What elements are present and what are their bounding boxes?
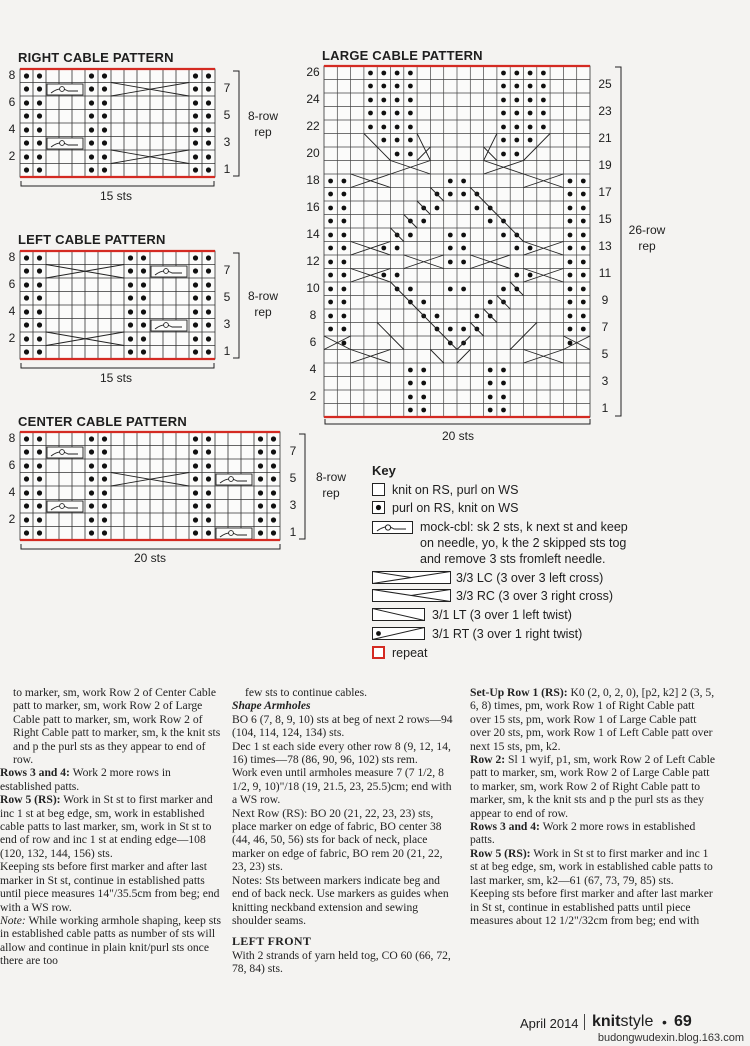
brand-logo (592, 1013, 653, 1031)
row-label: 5 (601, 347, 609, 361)
row-label: 14 (306, 227, 320, 241)
repeat-label-line: 8-row (247, 109, 278, 123)
row-label: 2 (8, 149, 16, 163)
paragraph-heading: Row 5 (RS): (470, 846, 531, 860)
brand-logo-part: knit (592, 1013, 621, 1030)
key-purl-label: purl on RS, knit on WS (392, 501, 519, 515)
row-label: 21 (598, 131, 612, 145)
row-label: 8 (8, 68, 16, 82)
key-mock-cable-label: and remove 3 sts fromleft needle. (420, 552, 606, 566)
paragraph-heading: Rows 3 and 4: (470, 820, 540, 834)
row-label: 8 (309, 308, 317, 322)
key-left-twist-label: 3/1 LT (3 over 1 left twist) (432, 608, 572, 622)
row-label: 24 (306, 92, 320, 106)
row-label: 6 (309, 335, 317, 349)
paragraph-text: Work 2 more rows in established patts. (470, 820, 696, 847)
repeat-label-line: 8-row (247, 289, 278, 303)
paragraph: Next Row (RS): BO 20 (21, 22, 23, 23) sts, place marker on edge of fabric, BO center 38 (44, 46, 50, 56) sts for back of neck, place marker on edge of fabric, BO rem 20 (21, 22, 23, 23) sts. (232, 806, 443, 874)
left-cable-width-bracket (20, 362, 216, 370)
row-label: 6 (8, 458, 16, 472)
row-label: 20 (306, 146, 320, 160)
repeat-label-line: rep (254, 305, 272, 319)
subheading: Shape Armholes (232, 699, 311, 713)
instructions-column-1 (0, 686, 222, 968)
row-label: 1 (601, 401, 609, 415)
row-label: 7 (289, 444, 297, 458)
key-left-cross-label: 3/3 LC (3 over 3 left cross) (456, 571, 604, 585)
right-cable-repeat-label (240, 108, 286, 140)
paragraph-text: Work in St st to first marker and inc 1 st at beg edge, sm, work in established cable patts to last marker, sm, k2—61 (67, 73, 79, 85) sts. (470, 846, 713, 887)
key-mock-cable-icon (372, 521, 416, 535)
paragraph-heading: Row 2: (470, 753, 506, 767)
row-label: 7 (223, 81, 231, 95)
right-cable-title: RIGHT CABLE PATTERN (18, 50, 174, 65)
row-label: 22 (306, 119, 320, 133)
left-cable-repeat-label (240, 288, 286, 320)
row-label: 1 (289, 525, 297, 539)
center-cable-width-label: 20 sts (134, 551, 167, 565)
center-cable-title: CENTER CABLE PATTERN (18, 414, 187, 429)
center-cable-repeat-bracket (298, 433, 308, 541)
right-cable-width-label: 15 sts (100, 189, 133, 203)
paragraph-heading: Row 5 (RS): (0, 793, 61, 807)
row-label: 3 (223, 135, 231, 149)
paragraph (0, 766, 222, 793)
key-repeat-label: repeat (392, 646, 428, 660)
row-label: 3 (223, 317, 231, 331)
paragraph-heading: Rows 3 and 4: (0, 766, 70, 780)
repeat-label-line: rep (322, 486, 340, 500)
center-cable-chart (20, 429, 285, 543)
large-cable-chart (324, 64, 594, 421)
large-cable-width-label: 20 sts (442, 429, 475, 443)
paragraph-text: K0 (2, 0, 2, 0), [p2, k2] 2 (3, 5, 6, 8) times, pm, work Row 1 of Right Cable patt over 15 sts, pm, work Row 1 of Large Cable patt over 20 sts, pm, work Row 1 of Left Cable patt over next 15 sts, pm, k2. (470, 686, 715, 753)
repeat-label-line: 26-row (628, 223, 666, 237)
row-label: 12 (306, 254, 320, 268)
row-label: 2 (309, 389, 317, 403)
row-label: 5 (289, 471, 297, 485)
left-cable-title: LEFT CABLE PATTERN (18, 232, 166, 247)
right-cable-chart (20, 66, 220, 180)
row-label: 3 (601, 374, 609, 388)
right-cable-width-bracket (20, 180, 216, 188)
row-label: 4 (8, 122, 16, 136)
section-heading: LEFT FRONT (232, 934, 312, 949)
paragraph-text: While working armhole shaping, keep sts in established cable patts as number of sts will allow and continue in plain knit/purl sts once there are too (0, 913, 221, 968)
paragraph: With 2 strands of yarn held tog, CO 60 (66, 72, 78, 84) sts. (232, 948, 451, 976)
row-label: 7 (223, 263, 231, 277)
key-left-twist-icon (372, 608, 428, 622)
row-label: 5 (223, 108, 231, 122)
row-label: 7 (601, 320, 609, 334)
key-repeat-icon (372, 646, 386, 660)
paragraph: Keeping sts before first marker and after last marker in St st, continue in established patts until piece measures 14"/35.5cm from beg; end with a WS row. (0, 860, 220, 914)
page-number: 69 (674, 1013, 692, 1030)
key-purl-swatch-icon (372, 501, 386, 515)
paragraph: few sts to continue cables. (245, 686, 368, 699)
row-label: 23 (598, 104, 612, 118)
row-label: 4 (309, 362, 317, 376)
instructions-column-3 (470, 686, 716, 927)
key-title: Key (372, 463, 396, 478)
key-mock-cable-label: on needle, yo, k the 2 skipped sts tog (420, 536, 627, 550)
paragraph: Work even until armholes measure 7 (7 1/2, 8 1/2, 9, 10)"/18 (19, 21.5, 23, 25.5)cm; end with a WS row. (232, 766, 452, 807)
row-label: 4 (8, 304, 16, 318)
center-cable-width-bracket (20, 543, 282, 551)
key-left-cross-icon (372, 571, 452, 585)
repeat-label-line: 8-row (315, 470, 346, 484)
paragraph-text: Work 2 more rows in established patts. (0, 766, 171, 793)
key-knit-swatch-icon (372, 483, 386, 497)
repeat-label-line: rep (254, 125, 272, 139)
row-label: 26 (306, 65, 320, 79)
row-label: 15 (598, 212, 612, 226)
key-right-cross-label: 3/3 RC (3 over 3 right cross) (456, 589, 613, 603)
footer-bullet: • (662, 1014, 667, 1030)
row-label: 9 (601, 293, 609, 307)
row-label: 8 (8, 250, 16, 264)
row-label: 11 (598, 266, 612, 280)
large-cable-title: LARGE CABLE PATTERN (322, 48, 483, 63)
paragraph (470, 753, 716, 820)
key-knit-label: knit on RS, purl on WS (392, 483, 519, 497)
large-cable-width-bracket (324, 418, 592, 426)
row-label: 19 (598, 158, 612, 172)
footer-divider (584, 1014, 585, 1030)
row-label: 2 (8, 512, 16, 526)
row-label: 6 (8, 277, 16, 291)
key-right-cross-icon (372, 589, 452, 603)
left-cable-chart (20, 248, 220, 362)
row-label: 5 (223, 290, 231, 304)
paragraph: Dec 1 st each side every other row 8 (9, 12, 14, 16) times—78 (86, 90, 96, 102) sts rem. (232, 739, 451, 767)
row-label: 17 (598, 185, 612, 199)
paragraph-heading: Note: (0, 913, 26, 927)
paragraph: Keeping sts before first marker and after last marker in St st, continue in established patts until piece measures about 12 1/2"/32cm from beg; end with (470, 887, 713, 927)
paragraph: BO 6 (7, 8, 9, 10) sts at beg of next 2 rows—94 (104, 114, 124, 134) sts. (232, 712, 453, 740)
row-label: 25 (598, 77, 612, 91)
row-label: 13 (598, 239, 612, 253)
row-label: 2 (8, 331, 16, 345)
row-label: 6 (8, 95, 16, 109)
paragraph: Notes: Sts between markers indicate beg and end of back neck. Use markers as guides when knitting neckband extension and sewing shoulder seams. (232, 873, 449, 927)
center-cable-repeat-label (308, 469, 354, 501)
large-cable-repeat-label (622, 222, 672, 254)
paragraph (0, 914, 222, 968)
row-label: 10 (306, 281, 320, 295)
issue-date: April 2014 (520, 1016, 579, 1031)
paragraph (470, 686, 716, 753)
repeat-label-line: rep (638, 239, 656, 253)
row-label: 1 (223, 344, 231, 358)
left-cable-width-label: 15 sts (100, 371, 133, 385)
paragraph-text: Work in St st to first marker and inc 1 st at beg edge, sm, work in established cable patts to last marker, sm, work in St st to end of row and inc 1 st at ending edge—108 (120, 132, 144, 156) sts. (0, 793, 213, 860)
key-mock-cable-label: mock-cbl: sk 2 sts, k next st and keep (420, 520, 628, 534)
row-label: 16 (306, 200, 320, 214)
paragraph (0, 793, 222, 860)
row-label: 3 (289, 498, 297, 512)
instructions-column-2 (232, 686, 458, 976)
paragraph-heading: Set-Up Row 1 (RS): (470, 686, 568, 699)
paragraph (470, 820, 716, 847)
paragraph-text: Sl 1 wyif, p1, sm, work Row 2 of Left Cable patt to marker, sm, work Row 2 of Large Cable patt to marker, sm, work Row 2 of Right Cable patt to marker, sm, k the knit sts and p the purl sts as they appear to end of row. (470, 753, 716, 820)
paragraph (470, 847, 716, 887)
watermark-url: budongwudexin.blog.163.com (597, 1032, 744, 1044)
row-label: 4 (8, 485, 16, 499)
brand-logo-part: style (620, 1013, 654, 1030)
row-label: 8 (8, 431, 16, 445)
row-label: 1 (223, 162, 231, 176)
row-label: 18 (306, 173, 320, 187)
key-right-twist-icon (372, 627, 428, 641)
paragraph: to marker, sm, work Row 2 of Center Cable patt to marker, sm, work Row 2 of Large Cable patt to marker, sm, work Row 2 of Right Cable patt to marker, sm, k the knit sts and p the purl sts as they appear to end of row. (13, 686, 221, 767)
page-footer (0, 1010, 750, 1046)
key-right-twist-label: 3/1 RT (3 over 1 right twist) (432, 627, 583, 641)
